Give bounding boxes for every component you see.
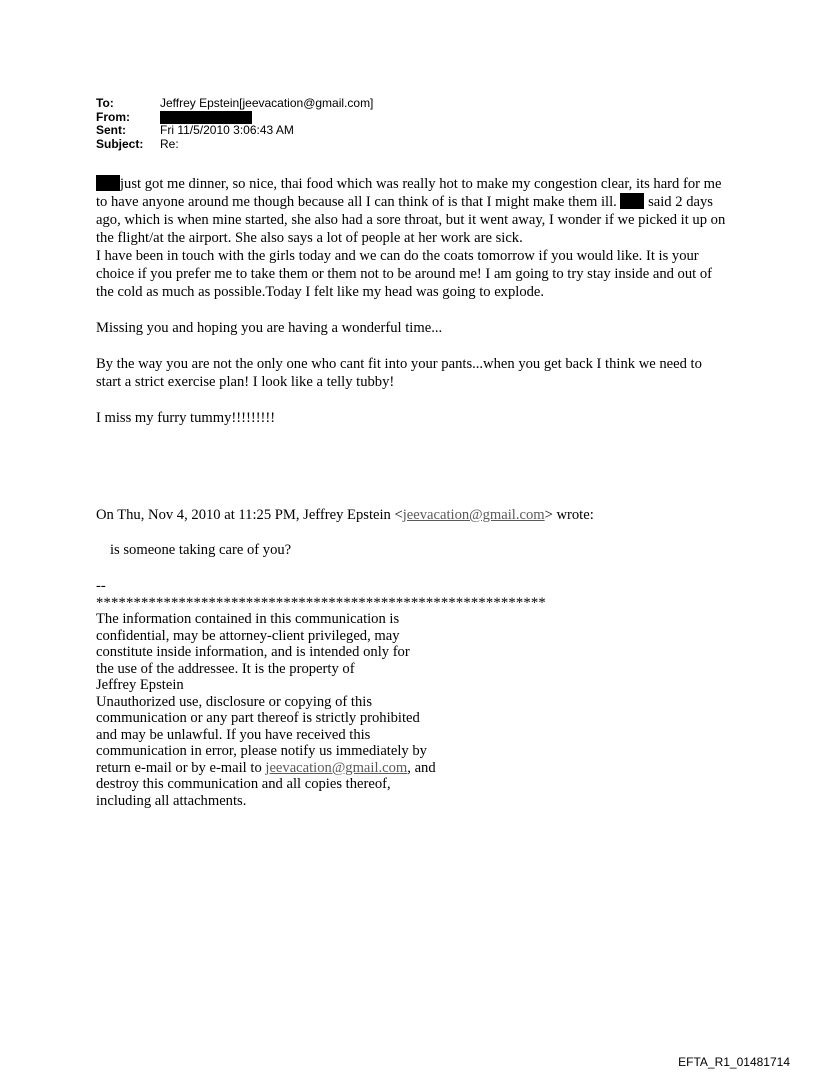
- footer-return-prefix: return e-mail or by e-mail to: [96, 759, 266, 776]
- to-label: To:: [96, 96, 114, 110]
- email-body: [96, 175, 726, 427]
- sent-row: [96, 124, 373, 138]
- from-label: From:: [96, 109, 130, 124]
- body-paragraph-4: By the way you are not the only one who cant fit into your pants...when you get back I think we need to start a strict exercise plan! I look like a telly tubby!: [96, 356, 702, 390]
- footer-line: confidential, may be attorney-client privileged, may: [96, 627, 400, 644]
- subject-value: Re:: [160, 136, 179, 151]
- bates-number: EFTA_R1_01481714: [678, 1055, 790, 1069]
- footer-line: constitute inside information, and is intended only for: [96, 644, 410, 660]
- reply-intro-prefix: On Thu, Nov 4, 2010 at 11:25 PM, Jeffrey Epstein <: [96, 507, 403, 523]
- sent-value: Fri 11/5/2010 3:06:43 AM: [160, 123, 294, 137]
- footer-line: communication in error, please notify us immediately by: [96, 743, 427, 759]
- body-paragraph-3: Missing you and hoping you are having a wonderful time...: [96, 320, 443, 336]
- footer-line: destroy this communication and all copies thereof,: [96, 776, 391, 792]
- email-link[interactable]: jeevacation@gmail.com: [402, 507, 545, 523]
- footer-line: Jeffrey Epstein: [96, 677, 184, 693]
- footer-line: The information contained in this communication is: [96, 611, 400, 627]
- sent-label: Sent:: [96, 123, 126, 137]
- footer-line: communication or any part thereof is strictly prohibited: [96, 710, 420, 726]
- body-text-1a: just got me dinner, so nice, thai food which was really hot to make my congestion clear, its hard for me to have anyone around me though because all I can think of is that I might make them ill.: [96, 176, 722, 210]
- subject-row: [96, 138, 373, 152]
- to-value: Jeffrey Epstein[jeevacation@gmail.com]: [160, 96, 374, 110]
- quoted-message: is someone taking care of you?: [110, 542, 292, 558]
- to-row: [96, 97, 373, 111]
- email-header: [96, 97, 373, 151]
- subject-label: Subject:: [96, 136, 144, 151]
- stars-divider: ************************************************************: [96, 594, 546, 611]
- confidentiality-footer: [96, 578, 616, 809]
- reply-intro: [96, 506, 594, 524]
- footer-line: including all attachments.: [96, 792, 247, 809]
- redaction-box: [620, 193, 644, 209]
- footer-line: the use of the addressee. It is the property of: [96, 660, 355, 677]
- body-paragraph-5: I miss my furry tummy!!!!!!!!!: [96, 410, 276, 426]
- from-row: [96, 111, 373, 125]
- redaction-box: [160, 111, 252, 124]
- footer-line: and may be unlawful. If you have received this: [96, 726, 371, 743]
- body-text-1b: said 2 days ago, which is when mine started, she also had a sore throat, but it went away, I wonder if we picked it up on the flight/at the airport. She also says a lot of people at her work are sick.: [96, 194, 726, 246]
- signature-dashes: --: [96, 578, 106, 594]
- footer-return-suffix: , and: [407, 759, 436, 776]
- body-paragraph-2: I have been in touch with the girls today and we can do the coats tomorrow if you would like. It is your choice if you prefer me to take them or them not to be around me! I am going to try stay inside and out of the cold as much as possible.Today I felt like my head was going to explode.: [96, 248, 713, 300]
- footer-line: Unauthorized use, disclosure or copying of this: [96, 693, 373, 710]
- body-paragraph-1: [96, 175, 726, 247]
- reply-intro-suffix: > wrote:: [544, 507, 594, 523]
- footer-line: [96, 760, 616, 777]
- redaction-box: [96, 175, 120, 191]
- email-link[interactable]: jeevacation@gmail.com: [265, 759, 408, 776]
